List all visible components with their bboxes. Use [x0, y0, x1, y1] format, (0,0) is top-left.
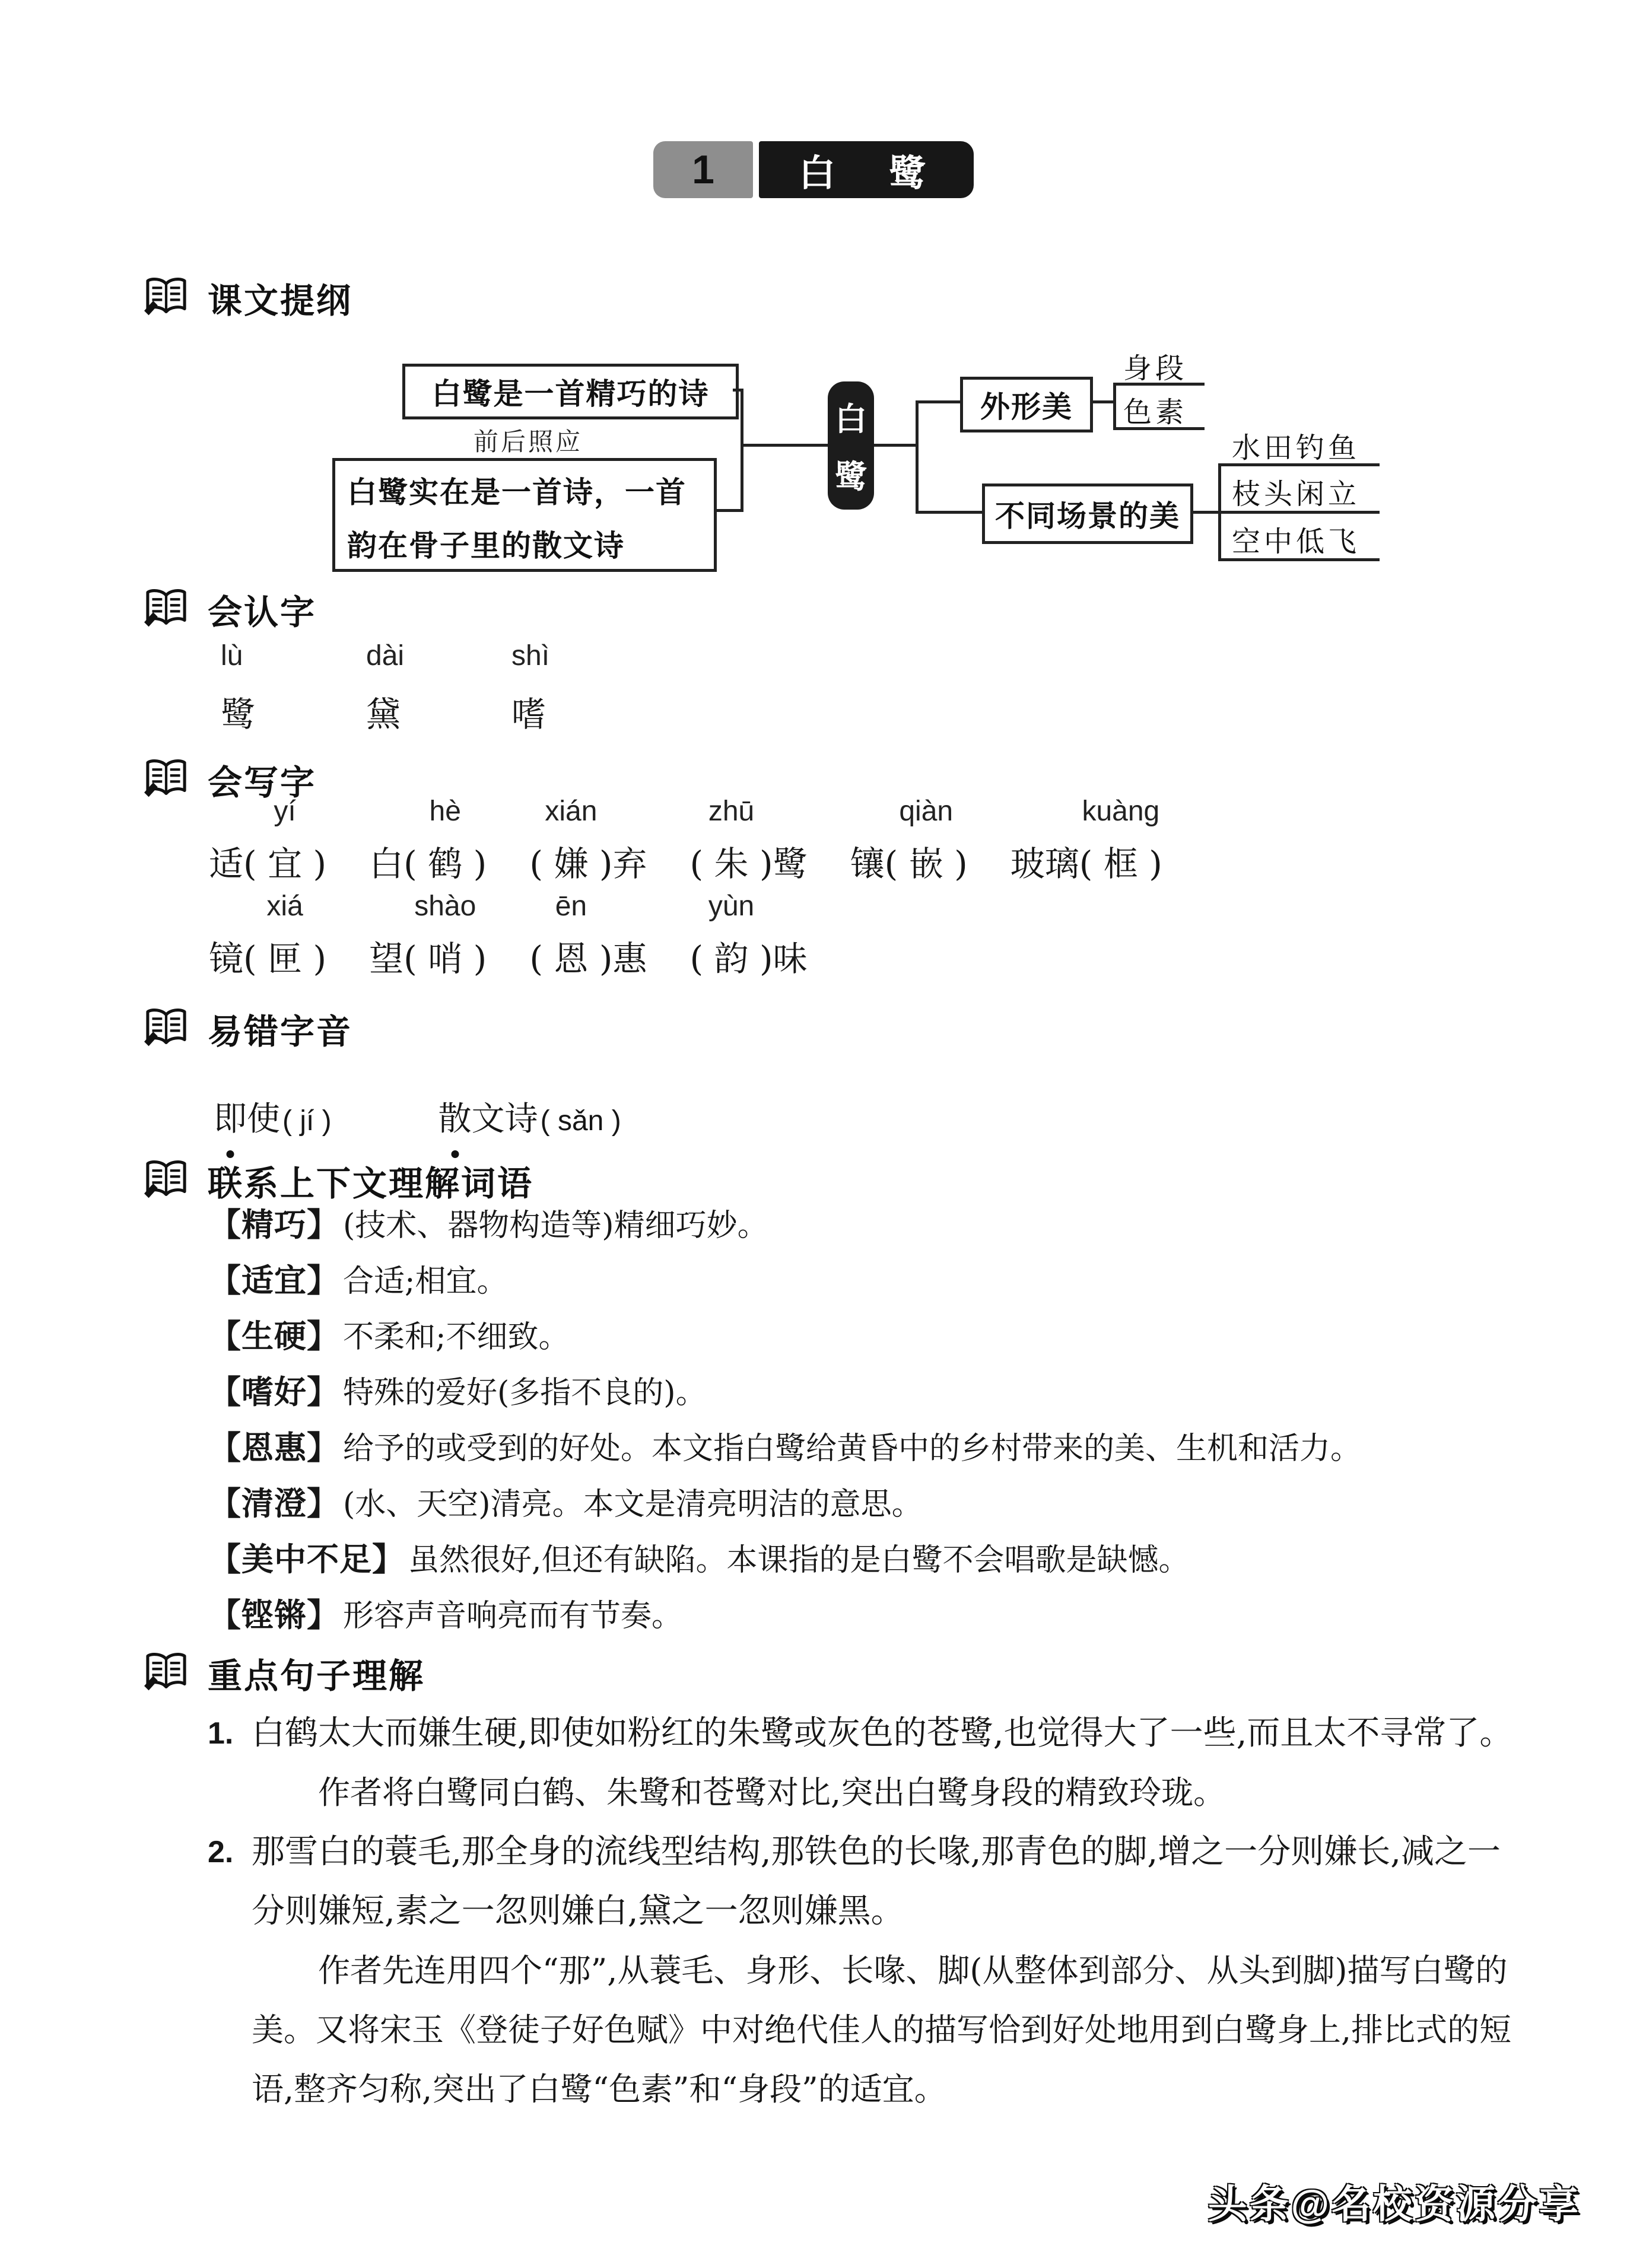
- word-term: 【生硬】: [209, 1319, 339, 1354]
- pinyin: dài: [366, 640, 405, 672]
- hanzi: 弃: [612, 844, 647, 884]
- hanzi-bracketed: ( 朱 ): [689, 844, 773, 884]
- write-item: [1010, 795, 1162, 886]
- sentence-analysis: 作者先连用四个“那”,从蓑毛、身形、长喙、脚(从整体到部分、从头到脚)描写白鹭的美。又将宋玉《登徒子好色赋》中对绝代佳人的描写恰到好处地用到白鹭身上,排比式的短语,整齐匀称,突出了白鹭“色素”和“身段”的适宜。: [252, 1952, 1512, 2108]
- dotted-hanzi: 即: [214, 1093, 247, 1140]
- write-item: [209, 795, 326, 886]
- recognize-item: [511, 640, 657, 736]
- hanzi-bracketed: ( 韵 ): [689, 939, 773, 979]
- word-definition: [209, 1478, 1580, 1534]
- branch1-item: 色素: [1123, 396, 1188, 429]
- pinyin-note: ( jí ): [282, 1105, 332, 1137]
- pinyin: yùn: [708, 890, 755, 922]
- word-def: 合适;相宜。: [343, 1264, 508, 1299]
- pinyin: xiá: [266, 890, 303, 922]
- book-pencil-icon: [141, 584, 191, 634]
- key-sentences-block: [208, 1704, 1525, 2119]
- error-prone-item: [438, 1093, 621, 1140]
- hanzi-bracketed: ( 恩 ): [529, 939, 613, 979]
- write-item: [689, 795, 807, 886]
- sentence-number: 2.: [208, 1835, 234, 1869]
- word-definition: [209, 1200, 1580, 1255]
- word-term: 【铿锵】: [209, 1598, 339, 1633]
- word-definition-list: [209, 1200, 1580, 1646]
- hanzi-bracketed: ( 哨 ): [403, 939, 487, 979]
- hanzi-bracketed: ( 鹤 ): [403, 844, 487, 884]
- branch2-item: 空中低飞: [1232, 525, 1361, 558]
- outline-branch1-box: 外形美: [960, 377, 1093, 432]
- section-title-sentences: 重点句子理解: [208, 1657, 425, 1696]
- recognize-char-list: [221, 640, 657, 736]
- book-pencil-icon: [141, 273, 191, 323]
- word-definition: [209, 1367, 1580, 1423]
- pinyin: lù: [221, 640, 243, 672]
- sentence-text: 那雪白的蓑毛,那全身的流线型结构,那铁色的长喙,那青色的脚,增之一分则嫌长,减之一分则嫌短,素之一忽则嫌白,黛之一忽则嫌黑。: [252, 1833, 1501, 1930]
- section-title-outline: 课文提纲: [208, 282, 353, 320]
- center-char: 白: [835, 401, 867, 437]
- watermark: 头条@名校资源分享: [1207, 2182, 1581, 2226]
- word-def: (水、天空)清亮。本文是清亮明洁的意思。: [343, 1487, 923, 1522]
- write-item: [369, 795, 487, 886]
- lesson-badge: [0, 141, 1627, 198]
- hanzi-bracketed: ( 匣 ): [243, 939, 327, 979]
- hanzi-bracketed: ( 宜 ): [243, 844, 327, 884]
- branch2-item: 水田钓鱼: [1232, 431, 1361, 465]
- recognize-item: [366, 640, 511, 736]
- hanzi: 使: [247, 1100, 280, 1138]
- hanzi-bracketed: ( 嫌 ): [529, 844, 613, 884]
- hanzi: 惠: [612, 939, 647, 979]
- book-pencil-icon: [141, 1004, 191, 1054]
- word-definition: [209, 1423, 1580, 1478]
- section-header-outline: [141, 273, 352, 323]
- connector-line: [916, 400, 919, 514]
- section-header-error-prone: [141, 1004, 352, 1054]
- recognize-item: [221, 640, 366, 736]
- center-char: 鹭: [835, 459, 867, 495]
- error-prone-item: [214, 1093, 332, 1140]
- hanzi: 味: [773, 939, 808, 979]
- connector-line: [741, 444, 828, 447]
- section-header-recognize: [141, 584, 316, 634]
- word-def: 形容声音响亮而有节奏。: [343, 1598, 683, 1634]
- sentence-item: [208, 1822, 1525, 2119]
- hanzi: 望: [369, 939, 404, 979]
- connector-line: [874, 444, 917, 447]
- pinyin: qiàn: [899, 796, 954, 827]
- hanzi: 嗜: [511, 694, 546, 734]
- book-pencil-icon: [141, 1648, 191, 1698]
- hanzi: 适: [209, 844, 244, 884]
- word-term: 【适宜】: [209, 1263, 339, 1299]
- sentence-number: 1.: [208, 1716, 234, 1751]
- word-def: 给予的或受到的好处。本文指白鹭给黄昏中的乡村带来的美、生机和活力。: [343, 1431, 1362, 1467]
- write-item: [689, 890, 807, 981]
- outline-box-bottom: 白鹭实在是一首诗，一首韵在骨子里的散文诗: [332, 458, 717, 572]
- book-pencil-icon: [141, 1156, 191, 1205]
- section-header-sentences: [141, 1648, 425, 1698]
- hanzi: 文诗: [471, 1100, 538, 1138]
- hanzi: 鹭: [221, 694, 256, 734]
- outline-branch2-box: 不同场景的美: [982, 483, 1193, 544]
- word-term: 【清澄】: [209, 1486, 339, 1522]
- pinyin: ēn: [555, 890, 587, 922]
- word-term: 【美中不足】: [209, 1542, 405, 1577]
- outline-note: 前后照应: [474, 427, 583, 456]
- book-pencil-icon: [141, 755, 191, 804]
- hanzi: 鹭: [773, 844, 808, 884]
- word-def: (技术、器物构造等)精细巧妙。: [343, 1208, 768, 1243]
- dotted-hanzi: 散: [438, 1093, 472, 1140]
- word-definition: [209, 1311, 1580, 1367]
- write-item: [850, 795, 968, 886]
- connector-line: [916, 511, 982, 514]
- connector-line: [717, 509, 743, 512]
- write-item: [529, 795, 647, 886]
- write-item: [209, 890, 326, 981]
- sentence-text: 白鹤太大而嫌生硬,即使如粉红的朱鹭或灰色的苍鹭,也觉得大了一些,而且太不寻常了。: [252, 1714, 1513, 1752]
- sentence-analysis: 作者将白鹭同白鹤、朱鹭和苍鹭对比,突出白鹭身段的精致玲珑。: [318, 1774, 1226, 1811]
- write-item: [369, 890, 487, 981]
- section-title-write: 会写字: [208, 764, 317, 802]
- lesson-number: 1: [653, 141, 753, 198]
- section-title-error-prone: 易错字音: [208, 1013, 353, 1051]
- hanzi-bracketed: ( 嵌 ): [884, 844, 968, 884]
- word-definition: [209, 1590, 1580, 1646]
- pinyin: yí: [274, 796, 296, 827]
- connector-line: [916, 400, 960, 403]
- write-char-row: [209, 795, 1162, 886]
- hanzi: 白: [369, 844, 404, 884]
- word-definition: [209, 1534, 1580, 1590]
- pinyin: shào: [414, 890, 476, 922]
- bracket-line: [1218, 463, 1221, 561]
- outline-center-node: [828, 381, 874, 510]
- word-definition: [209, 1255, 1580, 1311]
- branch1-item: 身段: [1123, 352, 1188, 385]
- hanzi-bracketed: ( 框 ): [1079, 844, 1162, 884]
- word-term: 【精巧】: [209, 1207, 339, 1243]
- outline-box-top: 白鹭是一首精巧的诗: [402, 364, 739, 419]
- word-term: 【恩惠】: [209, 1430, 339, 1466]
- pinyin: kuàng: [1082, 796, 1160, 827]
- hanzi: 玻璃: [1010, 844, 1079, 884]
- bracket-line: [1113, 383, 1116, 430]
- error-prone-list: [214, 1093, 621, 1140]
- pinyin: hè: [429, 796, 461, 827]
- section-title-recognize: 会认字: [208, 593, 317, 632]
- pinyin-note: ( sǎn ): [540, 1105, 621, 1137]
- write-char-row: [209, 890, 808, 981]
- hanzi: 镜: [209, 939, 244, 979]
- pinyin: xián: [545, 796, 598, 827]
- lesson-title: 白 鹭: [759, 141, 974, 198]
- write-item: [529, 890, 647, 981]
- pinyin: zhū: [708, 796, 755, 827]
- pinyin: shì: [511, 640, 550, 672]
- sentence-item: [208, 1704, 1525, 1822]
- hanzi: 镶: [850, 844, 885, 884]
- word-def: 特殊的爱好(多指不良的)。: [343, 1375, 707, 1411]
- section-header-words: [141, 1156, 533, 1205]
- word-def: 虽然很好,但还有缺陷。本课指的是白鹭不会唱歌是缺憾。: [408, 1542, 1190, 1578]
- branch2-item: 枝头闲立: [1232, 478, 1361, 511]
- section-title-words: 联系上下文理解词语: [208, 1165, 534, 1203]
- hanzi: 黛: [366, 694, 401, 734]
- word-def: 不柔和;不细致。: [343, 1319, 570, 1355]
- connector-line: [741, 389, 743, 512]
- word-term: 【嗜好】: [209, 1375, 339, 1410]
